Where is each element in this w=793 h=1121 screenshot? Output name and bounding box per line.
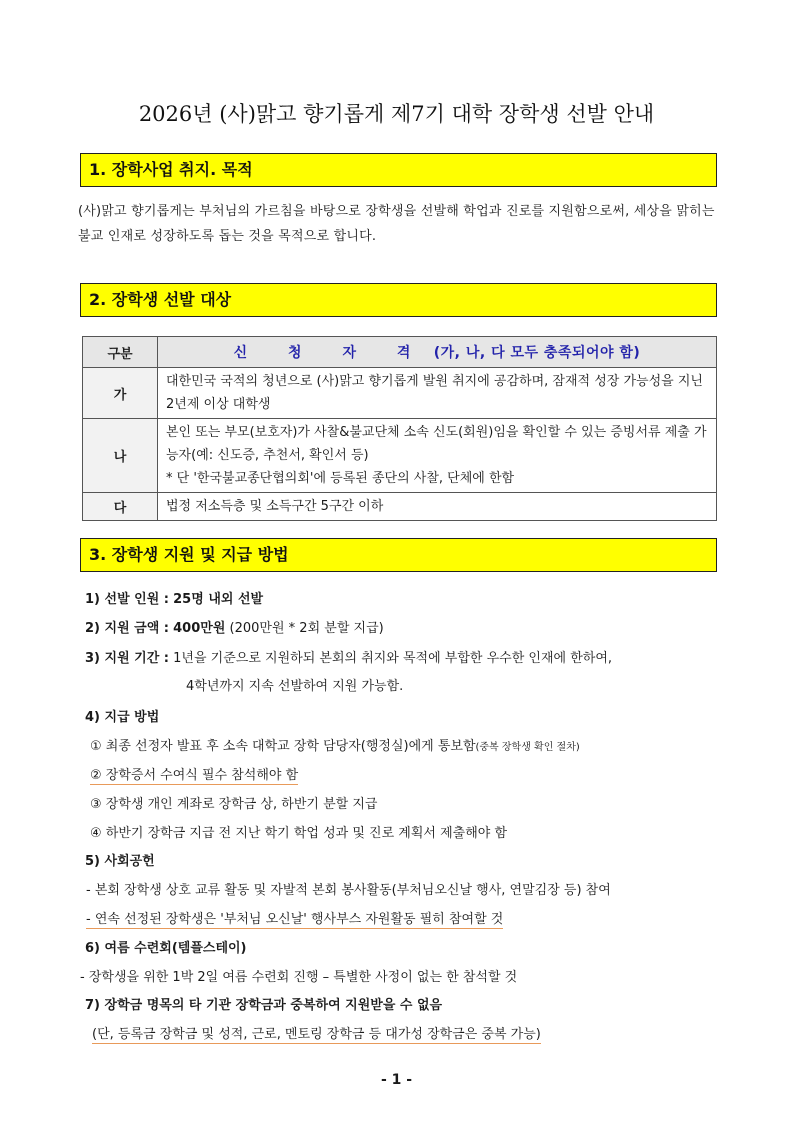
retreat-line: - 장학생을 위한 1박 2일 여름 수련회 진행 – 특별한 사정이 없는 한 참석할 것	[80, 970, 518, 985]
page-number: - 1 -	[380, 1072, 413, 1088]
item-label: 6) 여름 수련회(템플스테이)	[85, 941, 247, 956]
step-note: (중복 장학생 확인 절차)	[475, 742, 580, 753]
item-summer-retreat	[85, 938, 247, 960]
item-value: 1년을 기준으로 지원하되 본회의 취지와 목적에 부합한 우수한 인재에 한하여,	[173, 651, 613, 666]
item-label: 4) 지급 방법	[85, 710, 160, 725]
item-label: 3) 지원 기간 :	[85, 651, 169, 666]
social-line-1: - 본회 장학생 상호 교류 활동 및 자발적 본회 봉사활동(부처님오신날 행사, 연말김장 등) 참여	[86, 883, 611, 898]
duplicate-note	[92, 1024, 541, 1046]
social-line-2	[86, 909, 503, 931]
table-header-criteria	[158, 337, 717, 368]
item-label: 5) 사회공헌	[85, 854, 155, 869]
payment-step-1	[90, 736, 580, 759]
item-social-contribution	[85, 851, 155, 873]
row-label: 가	[83, 368, 158, 419]
table-header-category: 구분	[83, 337, 158, 368]
payment-step-4: ④ 하반기 장학금 지급 전 지난 학기 학업 성과 및 진로 계획서 제출해야 함	[90, 826, 507, 841]
row-description: 법정 저소득층 및 소득구간 5구간 이하	[158, 493, 717, 521]
section-1-body: (사)맑고 향기롭게는 부처님의 가르침을 바탕으로 장학생을 선발해 학업과 진로를 지원함으로써, 세상을 맑히는 불교 인재로 성장하도록 돕는 것을 목적으로 합니다.	[78, 204, 715, 244]
duplicate-text: (단, 등록금 장학금 및 성적, 근로, 멘토링 장학금 등 대가성 장학금은 중복 가능)	[92, 1027, 541, 1042]
criteria-title: 신 청 자 격	[233, 345, 429, 361]
row-label: 나	[83, 419, 158, 493]
step-text: ① 최종 선정자 발표 후 소속 대학교 장학 담당자(행정실)에게 통보함	[90, 739, 476, 754]
section-2-heading: 2. 장학생 선발 대상	[80, 283, 717, 317]
row-description: 대한민국 국적의 청년으로 (사)맑고 향기롭게 발원 취지에 공감하며, 잠재적 성장 가능성을 지닌 2년제 이상 대학생	[158, 368, 717, 419]
item-payment-method	[85, 707, 159, 729]
page-title: 2026년 (사)맑고 향기롭게 제7기 대학 장학생 선발 안내	[138, 102, 655, 126]
item-label: 1) 선발 인원 :	[85, 592, 169, 607]
item-value-note: (200만원 * 2회 분할 지급)	[229, 621, 384, 636]
item-duplicate-scholarship	[85, 995, 442, 1017]
table-header-row	[83, 337, 717, 368]
eligibility-table	[82, 336, 717, 521]
item-value: 400만원	[173, 621, 226, 636]
row-description	[158, 419, 717, 493]
item-selection-count	[85, 589, 263, 611]
table-row	[83, 493, 717, 521]
row-label: 다	[83, 493, 158, 521]
item-label: 7) 장학금 명목의 타 기관 장학금과 중복하여 지원받을 수 없음	[85, 998, 443, 1013]
item-support-period	[85, 648, 612, 670]
item-support-period-cont: 4학년까지 지속 선발하여 지원 가능함.	[186, 679, 404, 694]
item-support-amount	[85, 618, 384, 640]
payment-step-3: ③ 장학생 개인 계좌로 장학금 상, 하반기 분할 지급	[90, 797, 378, 812]
social-text: - 연속 선정된 장학생은 '부처님 오신날' 행사부스 자원활동 필히 참여할 것	[86, 912, 504, 927]
section-3-heading: 3. 장학생 지원 및 지급 방법	[80, 538, 717, 572]
row-line: 본인 또는 부모(보호자)가 사찰&불교단체 소속 신도(회원)임을 확인할 수 있는 증빙서류 제출 가능자(예: 신도증, 추천서, 확인서 등)	[166, 425, 707, 463]
section-1-heading: 1. 장학사업 취지. 목적	[80, 153, 717, 187]
step-text: ② 장학증서 수여식 필수 참석해야 함	[90, 768, 299, 783]
item-label: 2) 지원 금액 :	[85, 621, 169, 636]
item-value: 25명 내외 선발	[173, 592, 264, 607]
row-line: * 단 '한국불교종단협의회'에 등록된 종단의 사찰, 단체에 한함	[166, 471, 515, 486]
table-row	[83, 368, 717, 419]
criteria-note: (가, 나, 다 모두 충족되어야 함)	[433, 345, 641, 361]
payment-step-2	[90, 765, 298, 787]
table-row	[83, 419, 717, 493]
